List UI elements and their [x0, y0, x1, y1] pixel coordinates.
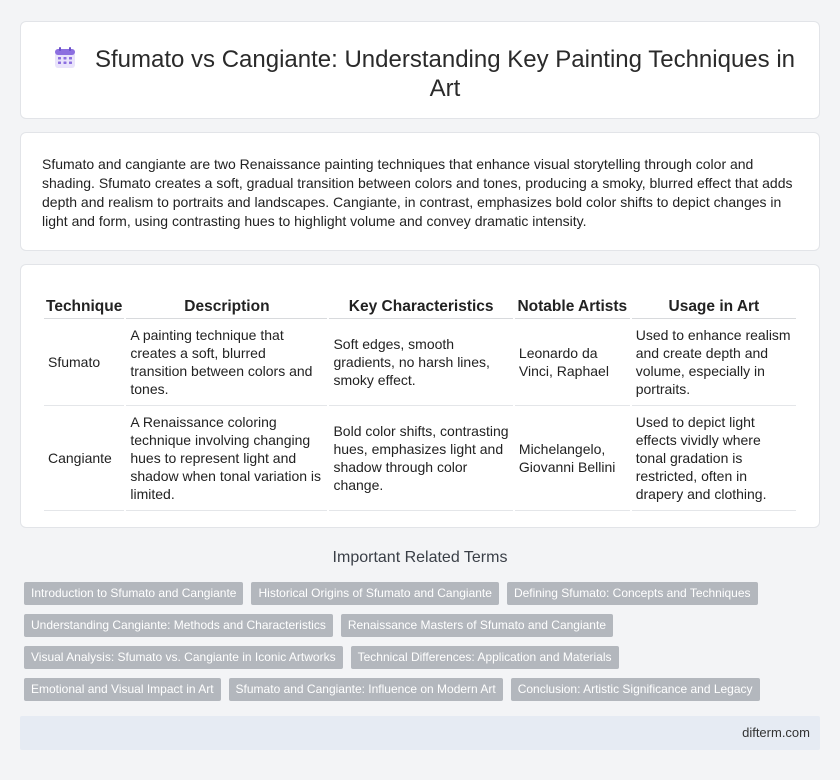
header-card [20, 21, 820, 119]
table-cell-technique: Sfumato [44, 319, 124, 406]
table-cell-technique: Cangiante [44, 406, 124, 511]
table-cell-notable-artists: Michelangelo, Giovanni Bellini [515, 406, 630, 511]
related-term-tag[interactable]: Visual Analysis: Sfumato vs. Cangiante in Iconic Artworks [24, 646, 343, 669]
related-term-tag[interactable]: Sfumato and Cangiante: Influence on Modern Art [229, 678, 503, 701]
related-term-tag[interactable]: Conclusion: Artistic Significance and Legacy [511, 678, 760, 701]
footer [20, 716, 820, 750]
related-term-tag[interactable]: Introduction to Sfumato and Cangiante [24, 582, 243, 605]
table-row [44, 319, 796, 406]
related-term-tag[interactable]: Understanding Cangiante: Methods and Characteristics [24, 614, 333, 637]
table-cell-description: A Renaissance coloring technique involving changing hues to represent light and shadow when tonal variation is limited. [126, 406, 327, 511]
table-header-row [44, 295, 796, 319]
table-cell-usage-in-art: Used to depict light effects vividly where tonal gradation is restricted, often in drapery and clothing. [632, 406, 796, 511]
table-cell-key-characteristics: Bold color shifts, contrasting hues, emphasizes light and shadow through color change. [329, 406, 512, 511]
column-header-usage-in-art: Usage in Art [632, 295, 796, 319]
table-row [44, 406, 796, 511]
table-cell-key-characteristics: Soft edges, smooth gradients, no harsh lines, smoky effect. [329, 319, 512, 406]
page-title: Sfumato vs Cangiante: Understanding Key Painting Techniques in Art [95, 46, 795, 102]
related-terms-tags [24, 582, 824, 710]
column-header-technique: Technique [44, 295, 124, 319]
related-term-tag[interactable]: Technical Differences: Application and Materials [351, 646, 619, 669]
comparison-table-card [20, 264, 820, 528]
related-term-tag[interactable]: Emotional and Visual Impact in Art [24, 678, 221, 701]
related-term-tag[interactable]: Defining Sfumato: Concepts and Techniques [507, 582, 758, 605]
related-term-tag[interactable]: Historical Origins of Sfumato and Cangiante [251, 582, 498, 605]
column-header-notable-artists: Notable Artists [515, 295, 630, 319]
table-cell-usage-in-art: Used to enhance realism and create depth and volume, especially in portraits. [632, 319, 796, 406]
footer-site-link[interactable]: difterm.com [742, 725, 810, 740]
column-header-key-characteristics: Key Characteristics [329, 295, 512, 319]
intro-card [20, 132, 820, 251]
related-terms-title: Important Related Terms [332, 549, 508, 566]
column-header-description: Description [126, 295, 327, 319]
table-cell-description: A painting technique that creates a soft, blurred transition between colors and tones. [126, 319, 327, 406]
intro-text: Sfumato and cangiante are two Renaissance painting techniques that enhance visual storytelling through color and shading. Sfumato creates a soft, gradual transition between colors and tones, producing a smoky, blurred effect that adds depth and realism to portraits and landscapes. Cangiante, in contrast, emphasizes bold color shifts to depict changes in light and form, using contrasting hues to highlight volume and convey dramatic intensity. [42, 156, 793, 229]
related-term-tag[interactable]: Renaissance Masters of Sfumato and Cangiante [341, 614, 613, 637]
table-cell-notable-artists: Leonardo da Vinci, Raphael [515, 319, 630, 406]
comparison-table [42, 295, 798, 511]
calendar-icon [53, 46, 77, 70]
